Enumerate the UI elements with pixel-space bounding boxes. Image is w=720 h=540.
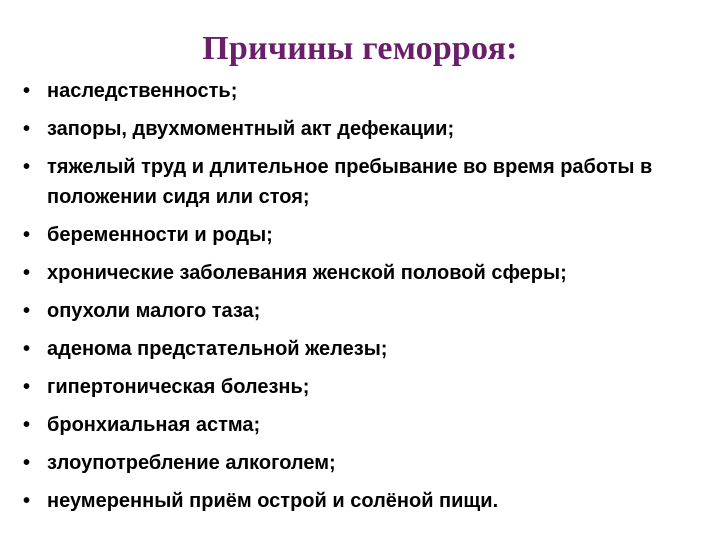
- bullet-icon: •: [23, 300, 31, 322]
- bullet-icon: •: [23, 262, 31, 284]
- bullet-icon: •: [23, 490, 31, 512]
- list-item-text: запоры, двухмоментный акт дефекации;: [47, 118, 455, 140]
- bullet-icon: •: [23, 376, 31, 398]
- list-item: [20, 372, 710, 402]
- list-item: [20, 296, 710, 326]
- list-item: [20, 334, 710, 364]
- list-item-text: бронхиальная астма;: [47, 414, 261, 436]
- list-item: [20, 258, 710, 288]
- list-item: [20, 486, 710, 516]
- list-item-text: неумеренный приём острой и солёной пищи.: [47, 490, 499, 512]
- bullet-icon: •: [23, 80, 31, 102]
- bullet-icon: •: [23, 452, 31, 474]
- list-item-text: наследственность;: [47, 80, 238, 102]
- list-item-text: тяжелый труд и длительное пребывание во время работы в положении сидя или стоя;: [47, 156, 653, 208]
- list-item: [20, 410, 710, 440]
- bullet-icon: •: [23, 156, 31, 178]
- list-item: [20, 114, 710, 144]
- list-item: [20, 448, 710, 478]
- slide-title: Причины геморроя:: [202, 30, 518, 67]
- list-item: [20, 152, 710, 212]
- list-item-text: хронические заболевания женской половой сферы;: [47, 262, 567, 284]
- list-item-text: опухоли малого таза;: [47, 300, 261, 322]
- list-item-text: беременности и роды;: [47, 224, 273, 246]
- list-item-text: злоупотребление алкоголем;: [47, 452, 336, 474]
- list-item-text: гипертоническая болезнь;: [47, 376, 310, 398]
- bullet-icon: •: [23, 338, 31, 360]
- bullet-list: [20, 76, 710, 524]
- bullet-icon: •: [23, 224, 31, 246]
- list-item: [20, 76, 710, 106]
- bullet-icon: •: [23, 118, 31, 140]
- bullet-icon: •: [23, 414, 31, 436]
- list-item-text: аденома предстательной железы;: [47, 338, 388, 360]
- list-item: [20, 220, 710, 250]
